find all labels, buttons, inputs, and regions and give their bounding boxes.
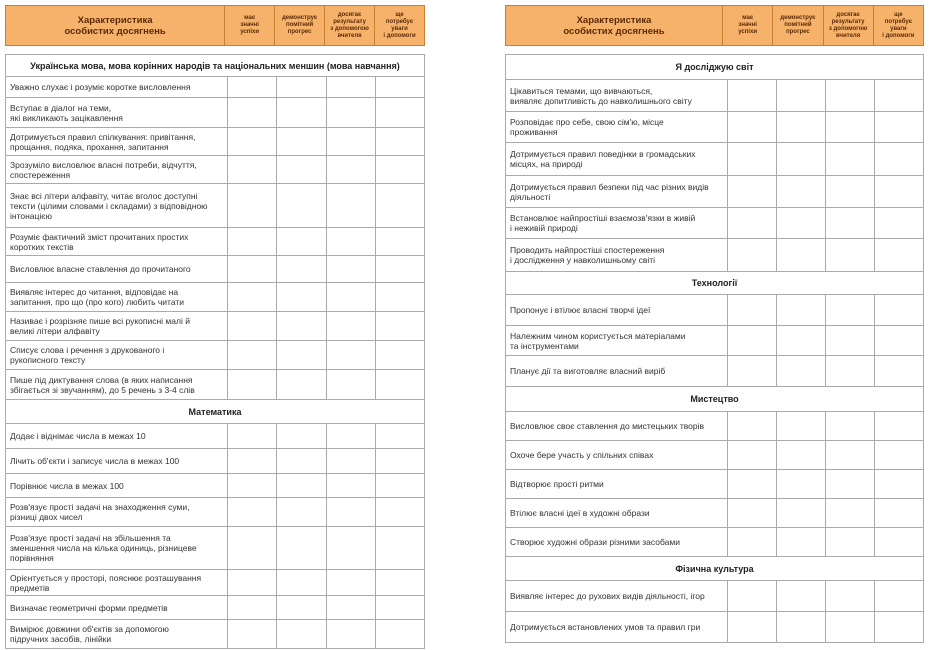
- table-row: [506, 326, 923, 356]
- rating-cell[interactable]: [228, 527, 277, 569]
- rating-cell[interactable]: [826, 528, 875, 556]
- rating-cell[interactable]: [376, 98, 424, 127]
- rating-cell[interactable]: [777, 112, 826, 142]
- rating-cell[interactable]: [228, 424, 277, 448]
- table-row: [6, 228, 424, 256]
- achievement-text: Зрозуміло висловлює власні потреби, відчуття, спостереження: [6, 156, 228, 183]
- table-row: [506, 441, 923, 470]
- rating-cell[interactable]: [728, 208, 777, 238]
- rating-cell[interactable]: [826, 581, 875, 611]
- rating-cell[interactable]: [327, 370, 376, 399]
- rating-cell[interactable]: [875, 295, 923, 325]
- rating-cell[interactable]: [277, 596, 326, 619]
- table-row: [506, 412, 923, 441]
- rating-cell[interactable]: [376, 370, 424, 399]
- rating-cell[interactable]: [728, 412, 777, 440]
- achievement-text: Розуміє фактичний зміст прочитаних простих коротких текстів: [6, 228, 228, 255]
- rating-cell[interactable]: [277, 498, 326, 526]
- rating-cell[interactable]: [826, 441, 875, 469]
- rating-cell[interactable]: [277, 77, 326, 97]
- table-row: [506, 239, 923, 272]
- table-row: [506, 176, 923, 208]
- header-col-needs-attention: ще потребує уваги і допомоги: [374, 6, 424, 45]
- rating-cell[interactable]: [777, 176, 826, 207]
- rating-cell[interactable]: [826, 208, 875, 238]
- rating-cell[interactable]: [826, 143, 875, 175]
- table-row: [6, 527, 424, 570]
- table-row: [6, 341, 424, 370]
- rating-cell[interactable]: [228, 98, 277, 127]
- rating-cell[interactable]: [728, 80, 777, 111]
- rating-cell[interactable]: [728, 326, 777, 355]
- rating-cell[interactable]: [376, 424, 424, 448]
- rating-cell[interactable]: [728, 143, 777, 175]
- table-row: [6, 184, 424, 228]
- rating-cell[interactable]: [777, 412, 826, 440]
- rating-cell[interactable]: [228, 449, 277, 473]
- table-row: [506, 80, 923, 112]
- rating-cell[interactable]: [277, 620, 326, 648]
- rating-cell[interactable]: [376, 128, 424, 155]
- rating-cell[interactable]: [875, 176, 923, 207]
- achievement-text: Дотримується встановлених умов та правил гри: [506, 612, 728, 642]
- achievement-text: Встановлює найпростіші взаємозв'язки в живій і неживій природі: [506, 208, 728, 238]
- rating-cell[interactable]: [875, 581, 923, 611]
- achievement-text: Розповідає про себе, свою сім'ю, місце проживання: [506, 112, 728, 142]
- rating-cell[interactable]: [376, 312, 424, 340]
- rating-cell[interactable]: [777, 80, 826, 111]
- table-row: [506, 612, 923, 643]
- rating-cell[interactable]: [376, 228, 424, 255]
- rating-cell[interactable]: [875, 239, 923, 271]
- rating-cell[interactable]: [327, 256, 376, 282]
- achievement-text: Виявляє інтерес до рухових видів діяльності, ігор: [506, 581, 728, 611]
- achievement-text: Лічить об'єкти і записує числа в межах 100: [6, 449, 228, 473]
- achievement-text: Пише під диктування слова (в яких написання збігається зі звучанням), до 5 речень з 3-4 слів: [6, 370, 228, 399]
- rating-cell[interactable]: [376, 156, 424, 183]
- header-col-significant-success: має значні успіхи: [722, 6, 772, 45]
- rating-cell[interactable]: [826, 80, 875, 111]
- rating-cell[interactable]: [376, 620, 424, 648]
- header-col-noticeable-progress: демонструє помітний прогрес: [274, 6, 324, 45]
- rating-cell[interactable]: [277, 184, 326, 227]
- achievement-text: Знає всі літери алфавіту, читає вголос доступні тексти (цілими словами і складами) з відповідною інтонацією: [6, 184, 228, 227]
- rating-cell[interactable]: [875, 412, 923, 440]
- table-row: [506, 528, 923, 557]
- achievement-text: Дотримується правил безпеки під час різних видів діяльності: [506, 176, 728, 207]
- table-row: [506, 208, 923, 239]
- achievement-text: Вимірює довжини об'єктів за допомогою підручних засобів, лінійки: [6, 620, 228, 648]
- header-col-with-teacher-help: досягає результату з допомогою вчителя: [324, 6, 374, 45]
- rating-cell[interactable]: [327, 98, 376, 127]
- table-row: [6, 424, 424, 449]
- rating-cell[interactable]: [875, 80, 923, 111]
- achievement-text: Висловлює своє ставлення до мистецьких творів: [506, 412, 728, 440]
- rating-cell[interactable]: [327, 474, 376, 497]
- rating-cell[interactable]: [376, 283, 424, 311]
- table-row: [6, 128, 424, 156]
- rating-cell[interactable]: [277, 474, 326, 497]
- section-heading: Я досліджую світ: [506, 55, 923, 80]
- rating-cell[interactable]: [728, 470, 777, 498]
- header-col-noticeable-progress: демонструє помітний прогрес: [772, 6, 822, 45]
- table-row: [6, 98, 424, 128]
- table-row: [506, 470, 923, 499]
- rating-cell[interactable]: [728, 499, 777, 527]
- table-row: [6, 570, 424, 596]
- header-title: Характеристика особистих досягнень: [563, 14, 665, 37]
- achievement-text: Розв'язує прості задачі на знаходження суми, різниці двох чисел: [6, 498, 228, 526]
- rating-cell[interactable]: [228, 256, 277, 282]
- rating-cell[interactable]: [228, 498, 277, 526]
- achievement-text: Списує слова і речення з друкованого і рукописного тексту: [6, 341, 228, 369]
- rating-cell[interactable]: [826, 176, 875, 207]
- rating-cell[interactable]: [376, 256, 424, 282]
- header-title: Характеристика особистих досягнень: [64, 14, 166, 37]
- rating-cell[interactable]: [228, 283, 277, 311]
- rating-cell[interactable]: [228, 570, 277, 595]
- rating-cell[interactable]: [777, 528, 826, 556]
- rating-cell[interactable]: [728, 176, 777, 207]
- rating-cell[interactable]: [777, 143, 826, 175]
- rating-cell[interactable]: [376, 449, 424, 473]
- rating-cell[interactable]: [376, 498, 424, 526]
- rating-cell[interactable]: [277, 312, 326, 340]
- rating-cell[interactable]: [228, 620, 277, 648]
- rating-cell[interactable]: [327, 228, 376, 255]
- achievement-text: Дотримується правил поведінки в громадських місцях, на природі: [506, 143, 728, 175]
- header-col-significant-success: має значні успіхи: [224, 6, 274, 45]
- rating-cell[interactable]: [728, 528, 777, 556]
- rating-cell[interactable]: [777, 239, 826, 271]
- rating-cell[interactable]: [777, 470, 826, 498]
- achievements-table: [5, 54, 425, 649]
- rating-cell[interactable]: [327, 341, 376, 369]
- table-row: [6, 77, 424, 98]
- rating-cell[interactable]: [327, 424, 376, 448]
- achievement-text: Охоче бере участь у спільних співах: [506, 441, 728, 469]
- rating-cell[interactable]: [228, 228, 277, 255]
- achievement-text: Орієнтується у просторі, пояснює розташування предметів: [6, 570, 228, 595]
- rating-cell[interactable]: [826, 412, 875, 440]
- achievement-text: Уважно слухає і розуміє коротке висловлення: [6, 77, 228, 97]
- rating-cell[interactable]: [875, 612, 923, 642]
- rating-cell[interactable]: [277, 449, 326, 473]
- rating-cell[interactable]: [728, 295, 777, 325]
- rating-cell[interactable]: [376, 570, 424, 595]
- table-row: [506, 143, 923, 176]
- table-row: [6, 620, 424, 649]
- achievement-text: Пропонує і втілює власні творчі ідеї: [506, 295, 728, 325]
- table-row: [506, 356, 923, 387]
- rating-cell[interactable]: [327, 184, 376, 227]
- rating-cell[interactable]: [826, 326, 875, 355]
- rating-cell[interactable]: [376, 527, 424, 569]
- achievement-text: Розв'язує прості задачі на збільшення та зменшення числа на кілька одиниць, різницеве порівняння: [6, 527, 228, 569]
- achievement-text: Цікавиться темами, що вивчаються, виявляє допитливість до навколишнього світу: [506, 80, 728, 111]
- section-heading: Мистецтво: [506, 387, 923, 412]
- rating-cell[interactable]: [728, 356, 777, 386]
- rating-cell[interactable]: [327, 312, 376, 340]
- rating-cell[interactable]: [826, 499, 875, 527]
- rating-cell[interactable]: [327, 283, 376, 311]
- rating-cell[interactable]: [376, 474, 424, 497]
- table-row: [6, 498, 424, 527]
- rating-cell[interactable]: [777, 356, 826, 386]
- achievement-text: Проводить найпростіші спостереження і дослідження у навколишньому світі: [506, 239, 728, 271]
- rating-cell[interactable]: [875, 499, 923, 527]
- header-col-with-teacher-help: досягає результату з допомогою вчителя: [823, 6, 873, 45]
- table-row: [6, 370, 424, 400]
- rating-cell[interactable]: [376, 341, 424, 369]
- rating-cell[interactable]: [728, 239, 777, 271]
- rating-cell[interactable]: [228, 156, 277, 183]
- rating-cell[interactable]: [777, 581, 826, 611]
- table-row: [6, 474, 424, 498]
- rating-cell[interactable]: [327, 156, 376, 183]
- rating-cell[interactable]: [277, 128, 326, 155]
- rating-cell[interactable]: [277, 228, 326, 255]
- rating-cell[interactable]: [327, 449, 376, 473]
- rating-cell[interactable]: [777, 208, 826, 238]
- rating-cell[interactable]: [777, 295, 826, 325]
- rating-cell[interactable]: [228, 312, 277, 340]
- rating-cell[interactable]: [277, 256, 326, 282]
- rating-cell[interactable]: [777, 326, 826, 355]
- rating-cell[interactable]: [228, 77, 277, 97]
- rating-cell[interactable]: [826, 295, 875, 325]
- rating-cell[interactable]: [277, 283, 326, 311]
- rating-cell[interactable]: [826, 612, 875, 642]
- table-row: [506, 499, 923, 528]
- table-row: [506, 581, 923, 612]
- table-row: [506, 295, 923, 326]
- rating-cell[interactable]: [728, 581, 777, 611]
- rating-cell[interactable]: [728, 112, 777, 142]
- rating-cell[interactable]: [826, 356, 875, 386]
- section-heading: Технології: [506, 272, 923, 295]
- table-row: [6, 449, 424, 474]
- rating-cell[interactable]: [327, 596, 376, 619]
- rating-cell[interactable]: [875, 208, 923, 238]
- table-row: [6, 256, 424, 283]
- achievement-text: Планує дії та виготовляє власний виріб: [506, 356, 728, 386]
- achievement-text: Дотримується правил спілкування: привітання, прощання, подяка, прохання, запитання: [6, 128, 228, 155]
- rating-cell[interactable]: [327, 128, 376, 155]
- rating-cell[interactable]: [875, 326, 923, 355]
- achievements-table: [505, 54, 924, 643]
- achievement-text: Називає і розрізняє пише всі рукописні малі й великі літери алфавіту: [6, 312, 228, 340]
- table-row: [6, 596, 424, 620]
- rating-cell[interactable]: [777, 499, 826, 527]
- rating-cell[interactable]: [277, 424, 326, 448]
- rating-cell[interactable]: [875, 112, 923, 142]
- table-header: [5, 5, 425, 46]
- rating-cell[interactable]: [277, 370, 326, 399]
- rating-cell[interactable]: [875, 528, 923, 556]
- rating-cell[interactable]: [826, 470, 875, 498]
- header-col-needs-attention: ще потребує уваги і допомоги: [873, 6, 923, 45]
- table-row: [6, 312, 424, 341]
- rating-cell[interactable]: [277, 570, 326, 595]
- section-heading: Українська мова, мова корінних народів та національних меншин (мова навчання): [6, 55, 424, 77]
- achievement-text: Втілює власні ідеї в художні образи: [506, 499, 728, 527]
- rating-cell[interactable]: [376, 184, 424, 227]
- rating-cell[interactable]: [327, 498, 376, 526]
- rating-cell[interactable]: [228, 184, 277, 227]
- rating-cell[interactable]: [728, 441, 777, 469]
- rating-cell[interactable]: [277, 156, 326, 183]
- rating-cell[interactable]: [228, 370, 277, 399]
- rating-cell[interactable]: [376, 77, 424, 97]
- rating-cell[interactable]: [875, 143, 923, 175]
- section-heading: Математика: [6, 400, 424, 424]
- rating-cell[interactable]: [228, 341, 277, 369]
- achievement-text: Відтворює прості ритми: [506, 470, 728, 498]
- achievement-text: Виявляє інтерес до читання, відповідає на запитання, про що (про кого) любить читати: [6, 283, 228, 311]
- rating-cell[interactable]: [228, 596, 277, 619]
- rating-cell[interactable]: [277, 98, 326, 127]
- achievement-text: Порівнює числа в межах 100: [6, 474, 228, 497]
- table-row: [6, 156, 424, 184]
- rating-cell[interactable]: [277, 527, 326, 569]
- achievement-text: Вступає в діалог на теми, які викликають зацікавлення: [6, 98, 228, 127]
- rating-cell[interactable]: [826, 239, 875, 271]
- table-row: [506, 112, 923, 143]
- rating-cell[interactable]: [327, 77, 376, 97]
- rating-cell[interactable]: [875, 356, 923, 386]
- rating-cell[interactable]: [228, 474, 277, 497]
- table-row: [6, 283, 424, 312]
- table-header: [505, 5, 924, 46]
- rating-cell[interactable]: [376, 596, 424, 619]
- rating-cell[interactable]: [875, 441, 923, 469]
- rating-cell[interactable]: [875, 470, 923, 498]
- achievement-text: Висловлює власне ставлення до прочитаного: [6, 256, 228, 282]
- achievement-text: Додає і віднімає числа в межах 10: [6, 424, 228, 448]
- section-heading: Фізична культура: [506, 557, 923, 581]
- achievement-text: Створює художні образи різними засобами: [506, 528, 728, 556]
- rating-cell[interactable]: [327, 570, 376, 595]
- achievement-text: Належним чином користується матеріалами та інструментами: [506, 326, 728, 355]
- rating-cell[interactable]: [728, 612, 777, 642]
- rating-cell[interactable]: [327, 527, 376, 569]
- achievement-text: Визначає геометричні форми предметів: [6, 596, 228, 619]
- rating-cell[interactable]: [777, 612, 826, 642]
- rating-cell[interactable]: [228, 128, 277, 155]
- rating-cell[interactable]: [826, 112, 875, 142]
- rating-cell[interactable]: [277, 341, 326, 369]
- rating-cell[interactable]: [777, 441, 826, 469]
- rating-cell[interactable]: [327, 620, 376, 648]
